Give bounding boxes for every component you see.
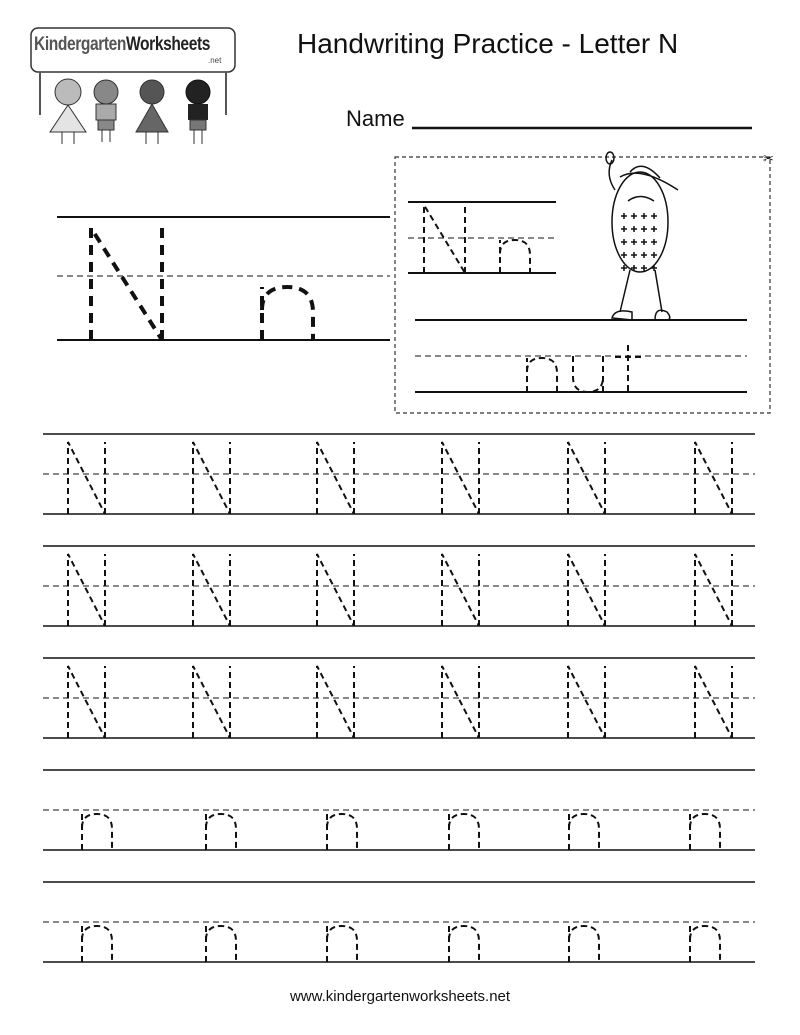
letter-N-trace: [695, 554, 732, 626]
peanut-texture: [641, 226, 647, 232]
letter-n-stroke: [690, 814, 720, 850]
peanut-hand: [606, 152, 614, 164]
letter-n-stroke: [527, 358, 557, 392]
letter-n-stroke: [690, 926, 720, 962]
letter-n-trace: [500, 240, 530, 273]
letter-N-stroke: [68, 442, 105, 514]
letter-n-trace: [569, 926, 599, 962]
letter-N-stroke: [695, 442, 732, 514]
letter-N-trace: [317, 554, 354, 626]
letter-n-trace: [206, 926, 236, 962]
letter-n-trace: [449, 926, 479, 962]
letter-N-trace: [568, 442, 605, 514]
letter-N-stroke: [442, 442, 479, 514]
letter-N-trace: [193, 666, 230, 738]
peanut-texture: [651, 252, 657, 258]
peanut-texture: [631, 213, 637, 219]
peanut-texture: [651, 265, 657, 271]
letter-N-stroke: [568, 666, 605, 738]
letter-u-trace: [573, 356, 603, 392]
letter-n-trace: [82, 926, 112, 962]
letter-n-trace: [262, 287, 313, 340]
peanut-texture: [631, 239, 637, 245]
peanut-body: [612, 172, 668, 272]
letter-N-stroke: [68, 666, 105, 738]
letter-N-trace: [193, 554, 230, 626]
letter-N-stroke: [424, 205, 465, 273]
peanut-mustache: [628, 197, 654, 202]
letter-N-trace: [568, 554, 605, 626]
letter-N-trace: [68, 666, 105, 738]
peanut-texture: [651, 226, 657, 232]
letter-n-stroke: [262, 287, 313, 340]
footer-url: www.kindergartenworksheets.net: [289, 988, 511, 1005]
letter-N-trace: [317, 666, 354, 738]
letter-n-stroke: [206, 814, 236, 850]
peanut-texture: [621, 226, 627, 232]
letter-n-stroke: [82, 814, 112, 850]
peanut-texture: [651, 239, 657, 245]
letter-N-stroke: [317, 554, 354, 626]
letter-n-stroke: [569, 926, 599, 962]
peanut-texture: [641, 252, 647, 258]
peanut-texture: [621, 213, 627, 219]
letter-N-trace: [442, 666, 479, 738]
letter-N-trace: [695, 666, 732, 738]
scissors-icon: ✂: [763, 151, 774, 166]
letter-n-stroke: [449, 814, 479, 850]
letter-n-trace: [327, 814, 357, 850]
letter-N-trace: [193, 442, 230, 514]
letter-N-stroke: [68, 554, 105, 626]
peanut-texture: [631, 226, 637, 232]
letter-N-stroke: [317, 442, 354, 514]
cutout-card-border: [395, 157, 770, 413]
peanut-feet: [612, 310, 670, 320]
letter-n-stroke: [500, 240, 530, 273]
letter-N-trace: [424, 205, 465, 273]
letter-N-trace: [317, 442, 354, 514]
letter-N-stroke: [193, 666, 230, 738]
letter-N-stroke: [442, 666, 479, 738]
letter-n-trace: [569, 814, 599, 850]
letter-n-stroke: [82, 926, 112, 962]
letter-N-trace: [568, 666, 605, 738]
letter-N-trace: [695, 442, 732, 514]
letter-N-stroke: [442, 554, 479, 626]
letter-n-stroke: [206, 926, 236, 962]
letter-n-trace: [206, 814, 236, 850]
letter-N-trace: [442, 554, 479, 626]
letter-N-trace: [91, 228, 162, 340]
letter-N-stroke: [568, 554, 605, 626]
letter-n-trace: [327, 926, 357, 962]
peanut-texture: [641, 213, 647, 219]
peanut-character-icon: [606, 152, 678, 320]
letter-n-stroke: [327, 926, 357, 962]
peanut-texture: [631, 252, 637, 258]
letter-N-trace: [68, 554, 105, 626]
logo-text: KindergartenWorksheets: [34, 34, 210, 55]
letter-N-stroke: [317, 666, 354, 738]
peanut-texture: [621, 239, 627, 245]
name-label: Name: [346, 106, 405, 131]
letter-N-stroke: [91, 228, 162, 340]
letter-N-trace: [68, 442, 105, 514]
peanut-texture: [641, 239, 647, 245]
letter-n-stroke: [449, 926, 479, 962]
letter-n-trace: [527, 358, 557, 392]
peanut-legs: [620, 270, 662, 312]
letter-n-trace: [449, 814, 479, 850]
letter-t-trace: [615, 345, 641, 392]
letter-N-stroke: [193, 554, 230, 626]
letter-N-trace: [442, 442, 479, 514]
letter-n-trace: [690, 814, 720, 850]
letter-n-stroke: [569, 814, 599, 850]
letter-N-stroke: [193, 442, 230, 514]
logo-suffix: .net: [208, 56, 222, 65]
page-title: Handwriting Practice - Letter N: [297, 28, 679, 59]
letter-n-trace: [690, 926, 720, 962]
letter-n-stroke: [327, 814, 357, 850]
letter-n-trace: [82, 814, 112, 850]
peanut-texture: [651, 213, 657, 219]
letter-N-stroke: [695, 666, 732, 738]
peanut-texture: [621, 252, 627, 258]
letter-N-stroke: [695, 554, 732, 626]
letter-N-stroke: [568, 442, 605, 514]
